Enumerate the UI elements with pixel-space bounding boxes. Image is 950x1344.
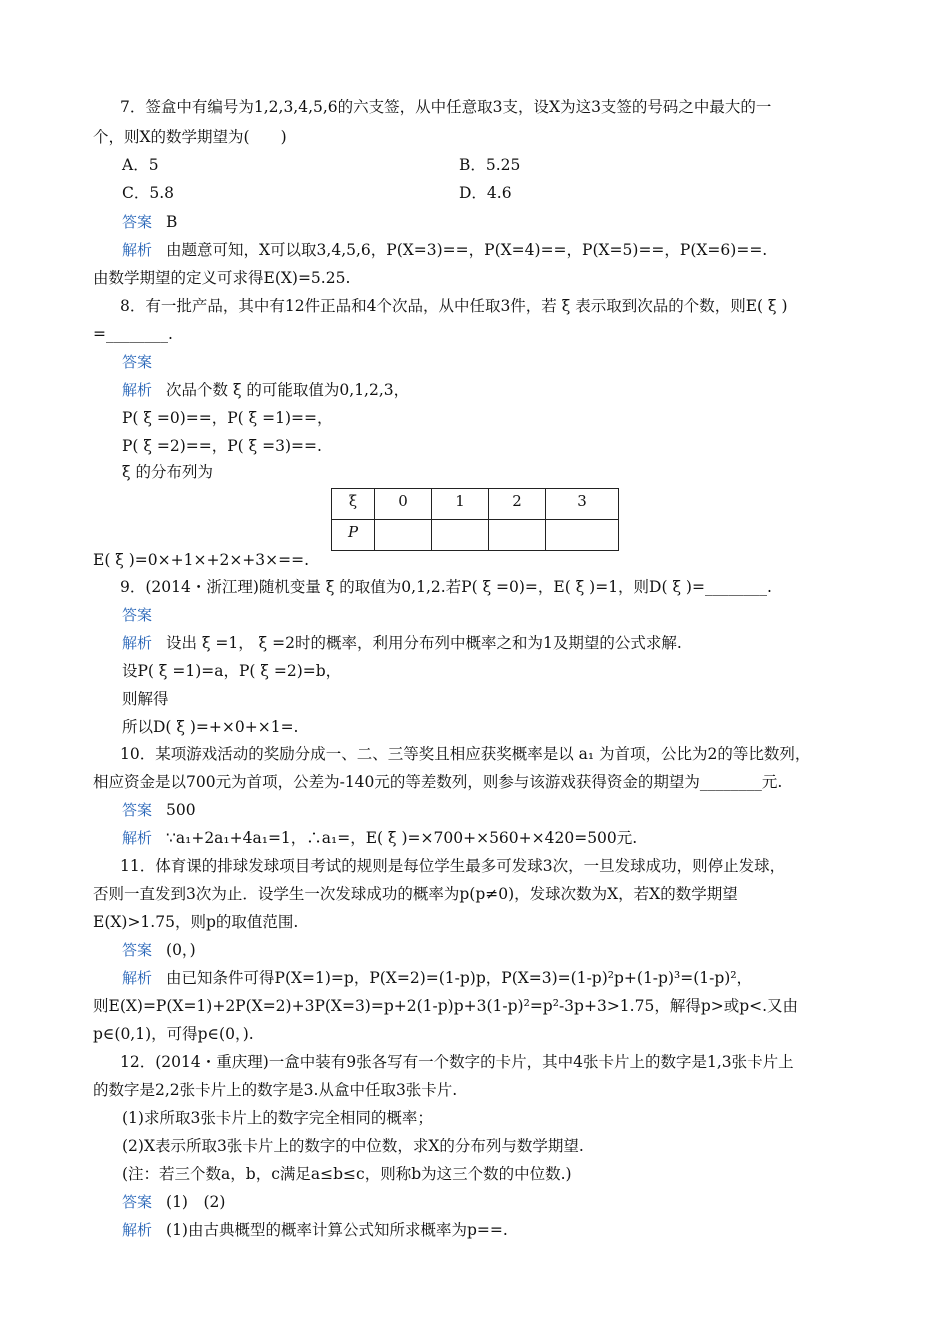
analysis-label: 解析 <box>122 969 153 987</box>
q7-option-d: D．4.6 <box>459 184 512 202</box>
q11-answer: 答案 (0，) <box>122 941 196 959</box>
analysis-label: 解析 <box>122 381 153 399</box>
q12-analysis: 解析 (1)由古典概型的概率计算公式知所求概率为p==. <box>122 1221 508 1239</box>
table-cell <box>546 520 619 551</box>
q7-option-b: B．5.25 <box>459 156 521 174</box>
q9-analysis-3: 则解得 <box>122 690 169 708</box>
q8-analysis: 解析 次品个数 ξ 的可能取值为0,1,2,3， <box>122 381 410 399</box>
table-row <box>332 489 619 520</box>
q12-part-1: (1)求所取3张卡片上的数字完全相同的概率； <box>122 1109 433 1127</box>
answer-label: 答案 <box>122 801 153 819</box>
analysis-label: 解析 <box>122 829 153 847</box>
q8-line-1: 8．有一批产品，其中有12件正品和4个次品，从中任取3件，若 ξ 表示取到次品的个数，则E( ξ ) <box>120 297 788 315</box>
q10-line-2: 相应资金是以700元为首项，公差为-140元的等差数列，则参与该游戏获得资金的期望为________元. <box>93 773 783 791</box>
q8-answer <box>122 352 166 372</box>
q12-line-2: 的数字是2,2张卡片上的数字是3.从盒中任取3张卡片. <box>93 1081 458 1099</box>
table-cell <box>375 520 432 551</box>
table-cell: 3 <box>546 489 619 520</box>
q8-analysis-3: P( ξ =2)==，P( ξ =3)==. <box>122 437 322 455</box>
q9-analysis: 解析 设出 ξ =1， ξ =2时的概率，利用分布列中概率之和为1及期望的公式求解. <box>122 634 682 652</box>
q8-expectation: E( ξ )=0×+1×+2×+3×==. <box>93 551 310 569</box>
answer-label: 答案 <box>122 606 153 624</box>
table-cell <box>489 520 546 551</box>
q10-analysis: 解析 ∵a₁+2a₁+4a₁=1，∴a₁=，E( ξ )=×700+×560+×420=500元. <box>122 829 638 847</box>
q11-analysis-2: 则E(X)=P(X=1)+2P(X=2)+3P(X=3)=p+2(1-p)p+3(1-p)²=p²-3p+3>1.75，解得p>或p<.又由 <box>93 997 799 1015</box>
q12-note: (注：若三个数a，b，c满足a≤b≤c，则称b为这三个数的中位数.) <box>122 1165 572 1183</box>
q11-line-2: 否则一直发到3次为止．设学生一次发球成功的概率为p(p≠0)，发球次数为X，若X的数学期望 <box>93 885 738 903</box>
analysis-label: 解析 <box>122 634 153 652</box>
q12-answer: 答案 (1) (2) <box>122 1193 226 1211</box>
table-cell: ξ <box>332 489 375 520</box>
table-row <box>332 520 619 551</box>
q7-analysis: 解析 由题意可知，X可以取3,4,5,6，P(X=3)==，P(X=4)==，P(X=5)==，P(X=6)==. <box>122 241 768 259</box>
table-cell: 2 <box>489 489 546 520</box>
q9-analysis-4: 所以D( ξ )=+×0+×1=. <box>122 718 299 736</box>
analysis-label: 解析 <box>122 241 153 259</box>
q9-analysis-2: 设P( ξ =1)=a，P( ξ =2)=b， <box>122 662 342 680</box>
answer-label: 答案 <box>122 941 153 959</box>
distribution-table <box>331 488 619 551</box>
q12-line-1: 12．(2014・重庆理)一盒中装有9张各写有一个数字的卡片，其中4张卡片上的数字是1,3张卡片上 <box>120 1053 794 1071</box>
q7-option-a: A．5 <box>122 156 159 174</box>
q10-line-1: 10．某项游戏活动的奖励分成一、二、三等奖且相应获奖概率是以 a₁ 为首项，公比为2的等比数列， <box>120 745 811 763</box>
analysis-label: 解析 <box>122 1221 153 1239</box>
table-cell <box>432 520 489 551</box>
q9-answer <box>122 605 166 625</box>
q11-line-3: E(X)>1.75，则p的取值范围. <box>93 913 299 931</box>
q8-analysis-2: P( ξ =0)==，P( ξ =1)==， <box>122 409 333 427</box>
q10-answer: 答案 500 <box>122 801 196 819</box>
q8-line-2: =________. <box>93 325 173 343</box>
q7-answer: 答案 B <box>122 213 178 231</box>
q7-line-2: 个，则X的数学期望为( ) <box>93 128 287 146</box>
q8-analysis-4: ξ 的分布列为 <box>122 463 213 481</box>
q7-option-c: C．5.8 <box>122 184 175 202</box>
q11-line-1: 11．体育课的排球发球项目考试的规则是每位学生最多可发球3次，一旦发球成功，则停止发球， <box>120 857 786 875</box>
answer-label: 答案 <box>122 1193 153 1211</box>
q7-line-1: 7．签盒中有编号为1,2,3,4,5,6的六支签，从中任意取3支，设X为这3支签的号码之中最大的一 <box>120 98 772 116</box>
q11-analysis-3: p∈(0,1)，可得p∈(0，). <box>93 1025 254 1043</box>
table-cell: 1 <box>432 489 489 520</box>
q12-part-2: (2)X表示所取3张卡片上的数字的中位数，求X的分布列与数学期望. <box>122 1137 584 1155</box>
table-cell: 0 <box>375 489 432 520</box>
q9-line-1: 9．(2014・浙江理)随机变量 ξ 的取值为0,1,2.若P( ξ =0)=，E( ξ )=1，则D( ξ )=________. <box>120 578 772 596</box>
q11-analysis: 解析 由已知条件可得P(X=1)=p，P(X=2)=(1-p)p，P(X=3)=(1-p)²p+(1-p)³=(1-p)²， <box>122 969 753 987</box>
table-cell: P <box>332 520 375 551</box>
q7-analysis-2: 由数学期望的定义可求得E(X)=5.25. <box>93 269 351 287</box>
answer-label: 答案 <box>122 353 153 371</box>
answer-label: 答案 <box>122 213 153 231</box>
